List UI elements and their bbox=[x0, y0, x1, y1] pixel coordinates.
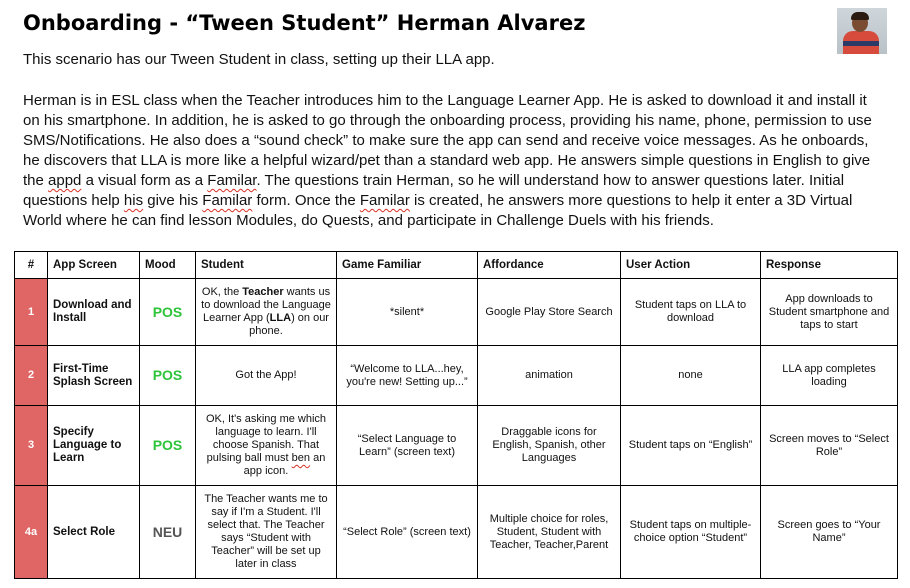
student-cell: Got the App! bbox=[196, 346, 337, 406]
mood-cell: POS bbox=[140, 346, 196, 406]
student-text: wants us to download the Language Learner App ( bbox=[201, 286, 331, 324]
user-action-cell: none bbox=[621, 346, 761, 406]
table-row bbox=[15, 486, 898, 579]
scenario-paragraph bbox=[23, 91, 883, 231]
response-cell: Screen moves to “Select Role” bbox=[761, 406, 898, 486]
avatar-books bbox=[843, 41, 879, 46]
row-number: 1 bbox=[15, 279, 48, 346]
author-avatar bbox=[837, 8, 887, 54]
row-number: 3 bbox=[15, 406, 48, 486]
mood-cell: POS bbox=[140, 406, 196, 486]
misspelled-word: Familar bbox=[359, 192, 410, 209]
story-text: Herman is in ESL class when the Teacher introduces him to the Language Learner App. He is asked to download it and install it on his smartphone. In addition, he is asked to go through the onboarding process, providing his name, phone, permission to use SMS/Notifications. He also does a “sound check” to make sure the app can send and receive voice messages. As he onboards, he discovers that LLA is more like a helpful wizard/pet than a standard web app. He answers simple questions in English to give the bbox=[23, 92, 872, 189]
header-affordance: Affordance bbox=[478, 252, 621, 279]
table-row bbox=[15, 346, 898, 406]
row-number: 2 bbox=[15, 346, 48, 406]
misspelled-word: ben bbox=[291, 452, 311, 464]
story-text: give his bbox=[143, 192, 203, 209]
story-text: is created, he answers more questions to help it enter a 3D Virtual World where he can find lesson Modules, do Quests, and participate in Challenge Duels with his friends. bbox=[23, 192, 853, 229]
familiar-cell: “Select Role” (screen text) bbox=[337, 486, 478, 579]
table-row bbox=[15, 279, 898, 346]
response-cell: App downloads to Student smartphone and taps to start bbox=[761, 279, 898, 346]
header-game-familiar: Game Familiar bbox=[337, 252, 478, 279]
mood-cell: NEU bbox=[140, 486, 196, 579]
story-text: . The questions train Herman, so he will understand how to answer questions later. Initial questions help bbox=[23, 172, 845, 209]
response-cell: Screen goes to “Your Name” bbox=[761, 486, 898, 579]
header-app-screen: App Screen bbox=[48, 252, 140, 279]
header-student: Student bbox=[196, 252, 337, 279]
scenario-table bbox=[14, 251, 898, 579]
response-cell: LLA app completes loading bbox=[761, 346, 898, 406]
story-text: a visual form as a bbox=[81, 172, 208, 189]
intro-text: This scenario has our Tween Student in class, setting up their LLA app. bbox=[23, 51, 495, 68]
student-text: ) on our phone. bbox=[249, 312, 329, 337]
user-action-cell: Student taps on LLA to download bbox=[621, 279, 761, 346]
student-text: an app icon. bbox=[243, 452, 326, 477]
page-title: Onboarding - “Tween Student” Herman Alvarez bbox=[23, 11, 586, 35]
affordance-cell: Google Play Store Search bbox=[478, 279, 621, 346]
misspelled-word: Familar bbox=[207, 172, 257, 189]
header-user-action: User Action bbox=[621, 252, 761, 279]
student-cell: The Teacher wants me to say if I'm a Student. I'll select that. The Teacher says “Student with Teacher” will be set up later in class bbox=[196, 486, 337, 579]
avatar-hair bbox=[851, 12, 869, 20]
misspelled-word: Familar bbox=[202, 192, 253, 209]
header-mood: Mood bbox=[140, 252, 196, 279]
row-number: 4a bbox=[15, 486, 48, 579]
affordance-cell: Draggable icons for English, Spanish, other Languages bbox=[478, 406, 621, 486]
familiar-cell: “Select Language to Learn” (screen text) bbox=[337, 406, 478, 486]
app-screen-cell: First-Time Splash Screen bbox=[48, 346, 140, 406]
user-action-cell: Student taps on “English” bbox=[621, 406, 761, 486]
mood-cell: POS bbox=[140, 279, 196, 346]
misspelled-word: his bbox=[123, 192, 144, 209]
story-text: form. Once the bbox=[252, 192, 360, 209]
user-action-cell: Student taps on multiple-choice option “Student” bbox=[621, 486, 761, 579]
affordance-cell: Multiple choice for roles, Student, Student with Teacher, Teacher,Parent bbox=[478, 486, 621, 579]
app-screen-cell: Download and Install bbox=[48, 279, 140, 346]
table-header-row bbox=[15, 252, 898, 279]
student-emphasis: Teacher bbox=[242, 286, 284, 298]
header-response: Response bbox=[761, 252, 898, 279]
table-row bbox=[15, 406, 898, 486]
student-text: OK, It's asking me which language to learn. I'll choose Spanish. That pulsing ball must bbox=[205, 413, 327, 464]
student-cell bbox=[196, 406, 337, 486]
student-emphasis: LLA bbox=[269, 312, 292, 324]
student-cell bbox=[196, 279, 337, 346]
familiar-cell: *silent* bbox=[337, 279, 478, 346]
affordance-cell: animation bbox=[478, 346, 621, 406]
misspelled-word: appd bbox=[48, 172, 82, 189]
header-number: # bbox=[15, 252, 48, 279]
app-screen-cell: Select Role bbox=[48, 486, 140, 579]
student-text: OK, the bbox=[201, 286, 243, 298]
familiar-cell: “Welcome to LLA...hey, you're new! Setting up...” bbox=[337, 346, 478, 406]
app-screen-cell: Specify Language to Learn bbox=[48, 406, 140, 486]
